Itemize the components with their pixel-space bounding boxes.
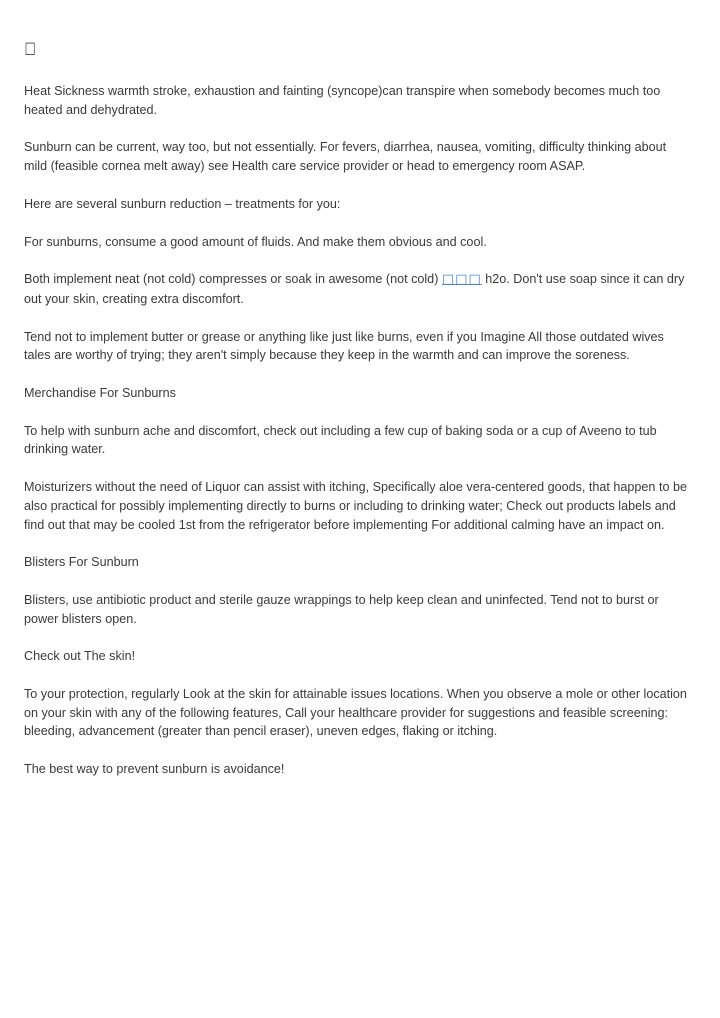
paragraph-sunburn-current: Sunburn can be current, way too, but not essentially. For fevers, diarrhea, nausea, vomiting, difficulty thinking about mild (feasible cornea melt away) see Health care service provider or head to emergency room ASAP.	[24, 140, 667, 174]
paragraph-compresses-before: Both implement neat (not cold) compresses or soak in awesome (not cold)	[24, 272, 442, 287]
paragraph-blisters-care: Blisters, use antibiotic product and sterile gauze wrappings to help keep clean and uninfected. Tend not to burst or power blisters open.	[24, 592, 659, 626]
missing-glyph-line	[24, 40, 692, 63]
missing-glyph-box: □	[24, 39, 36, 58]
paragraph-heat-sickness: Heat Sickness warmth stroke, exhaustion and fainting (syncope)can transpire when somebody becomes much too heated and dehydrated.	[24, 84, 661, 117]
paragraph-compresses	[24, 270, 692, 308]
paragraph-butter-warning: Tend not to implement butter or grease or anything like just like burns, even if you Imagine All those outdated wives tales are worthy of trying; they aren't simply because they keep in the warmth and can improve the soreness.	[24, 329, 664, 363]
paragraph-avoidance: The best way to prevent sunburn is avoidance!	[24, 762, 285, 777]
paragraph-fluids: For sunburns, consume a good amount of fluids. And make them obvious and cool.	[24, 234, 487, 249]
heading-check-out-the-skin: Check out The skin!	[24, 649, 136, 664]
paragraph-moisturizers: Moisturizers without the need of Liquor can assist with itching, Specifically aloe vera-centered goods, that happen to be also practical for possibly implementing directly to burns or including to drinking water; Check out products labels and find out that may be cooled 1st from the refrigerator before implementing For additional calming have an impact on.	[24, 480, 687, 532]
heading-merchandise-for-sunburns: Merchandise For Sunburns	[24, 386, 176, 401]
heading-blisters-for-sunburn: Blisters For Sunburn	[24, 555, 139, 570]
tofu-hyperlink[interactable]: □□□	[441, 272, 482, 288]
paragraph-compresses-after: h2o. Don't use soap since it can dry out your skin, creating extra discomfort.	[24, 272, 685, 306]
paragraph-skin-check: To your protection, regularly Look at the skin for attainable issues locations. When you observe a mole or other location on your skin with any of the following features, Call your healthcare provider for suggestions and feasible screening: bleeding, advancement (greater than pencil eraser), uneven edges, flaking or itching.	[24, 687, 687, 739]
paragraph-treatments-intro: Here are several sunburn reduction – treatments for you:	[24, 196, 341, 211]
paragraph-baking-soda: To help with sunburn ache and discomfort, check out including a few cup of baking soda or a cup of Aveeno to tub drinking water.	[24, 423, 657, 457]
